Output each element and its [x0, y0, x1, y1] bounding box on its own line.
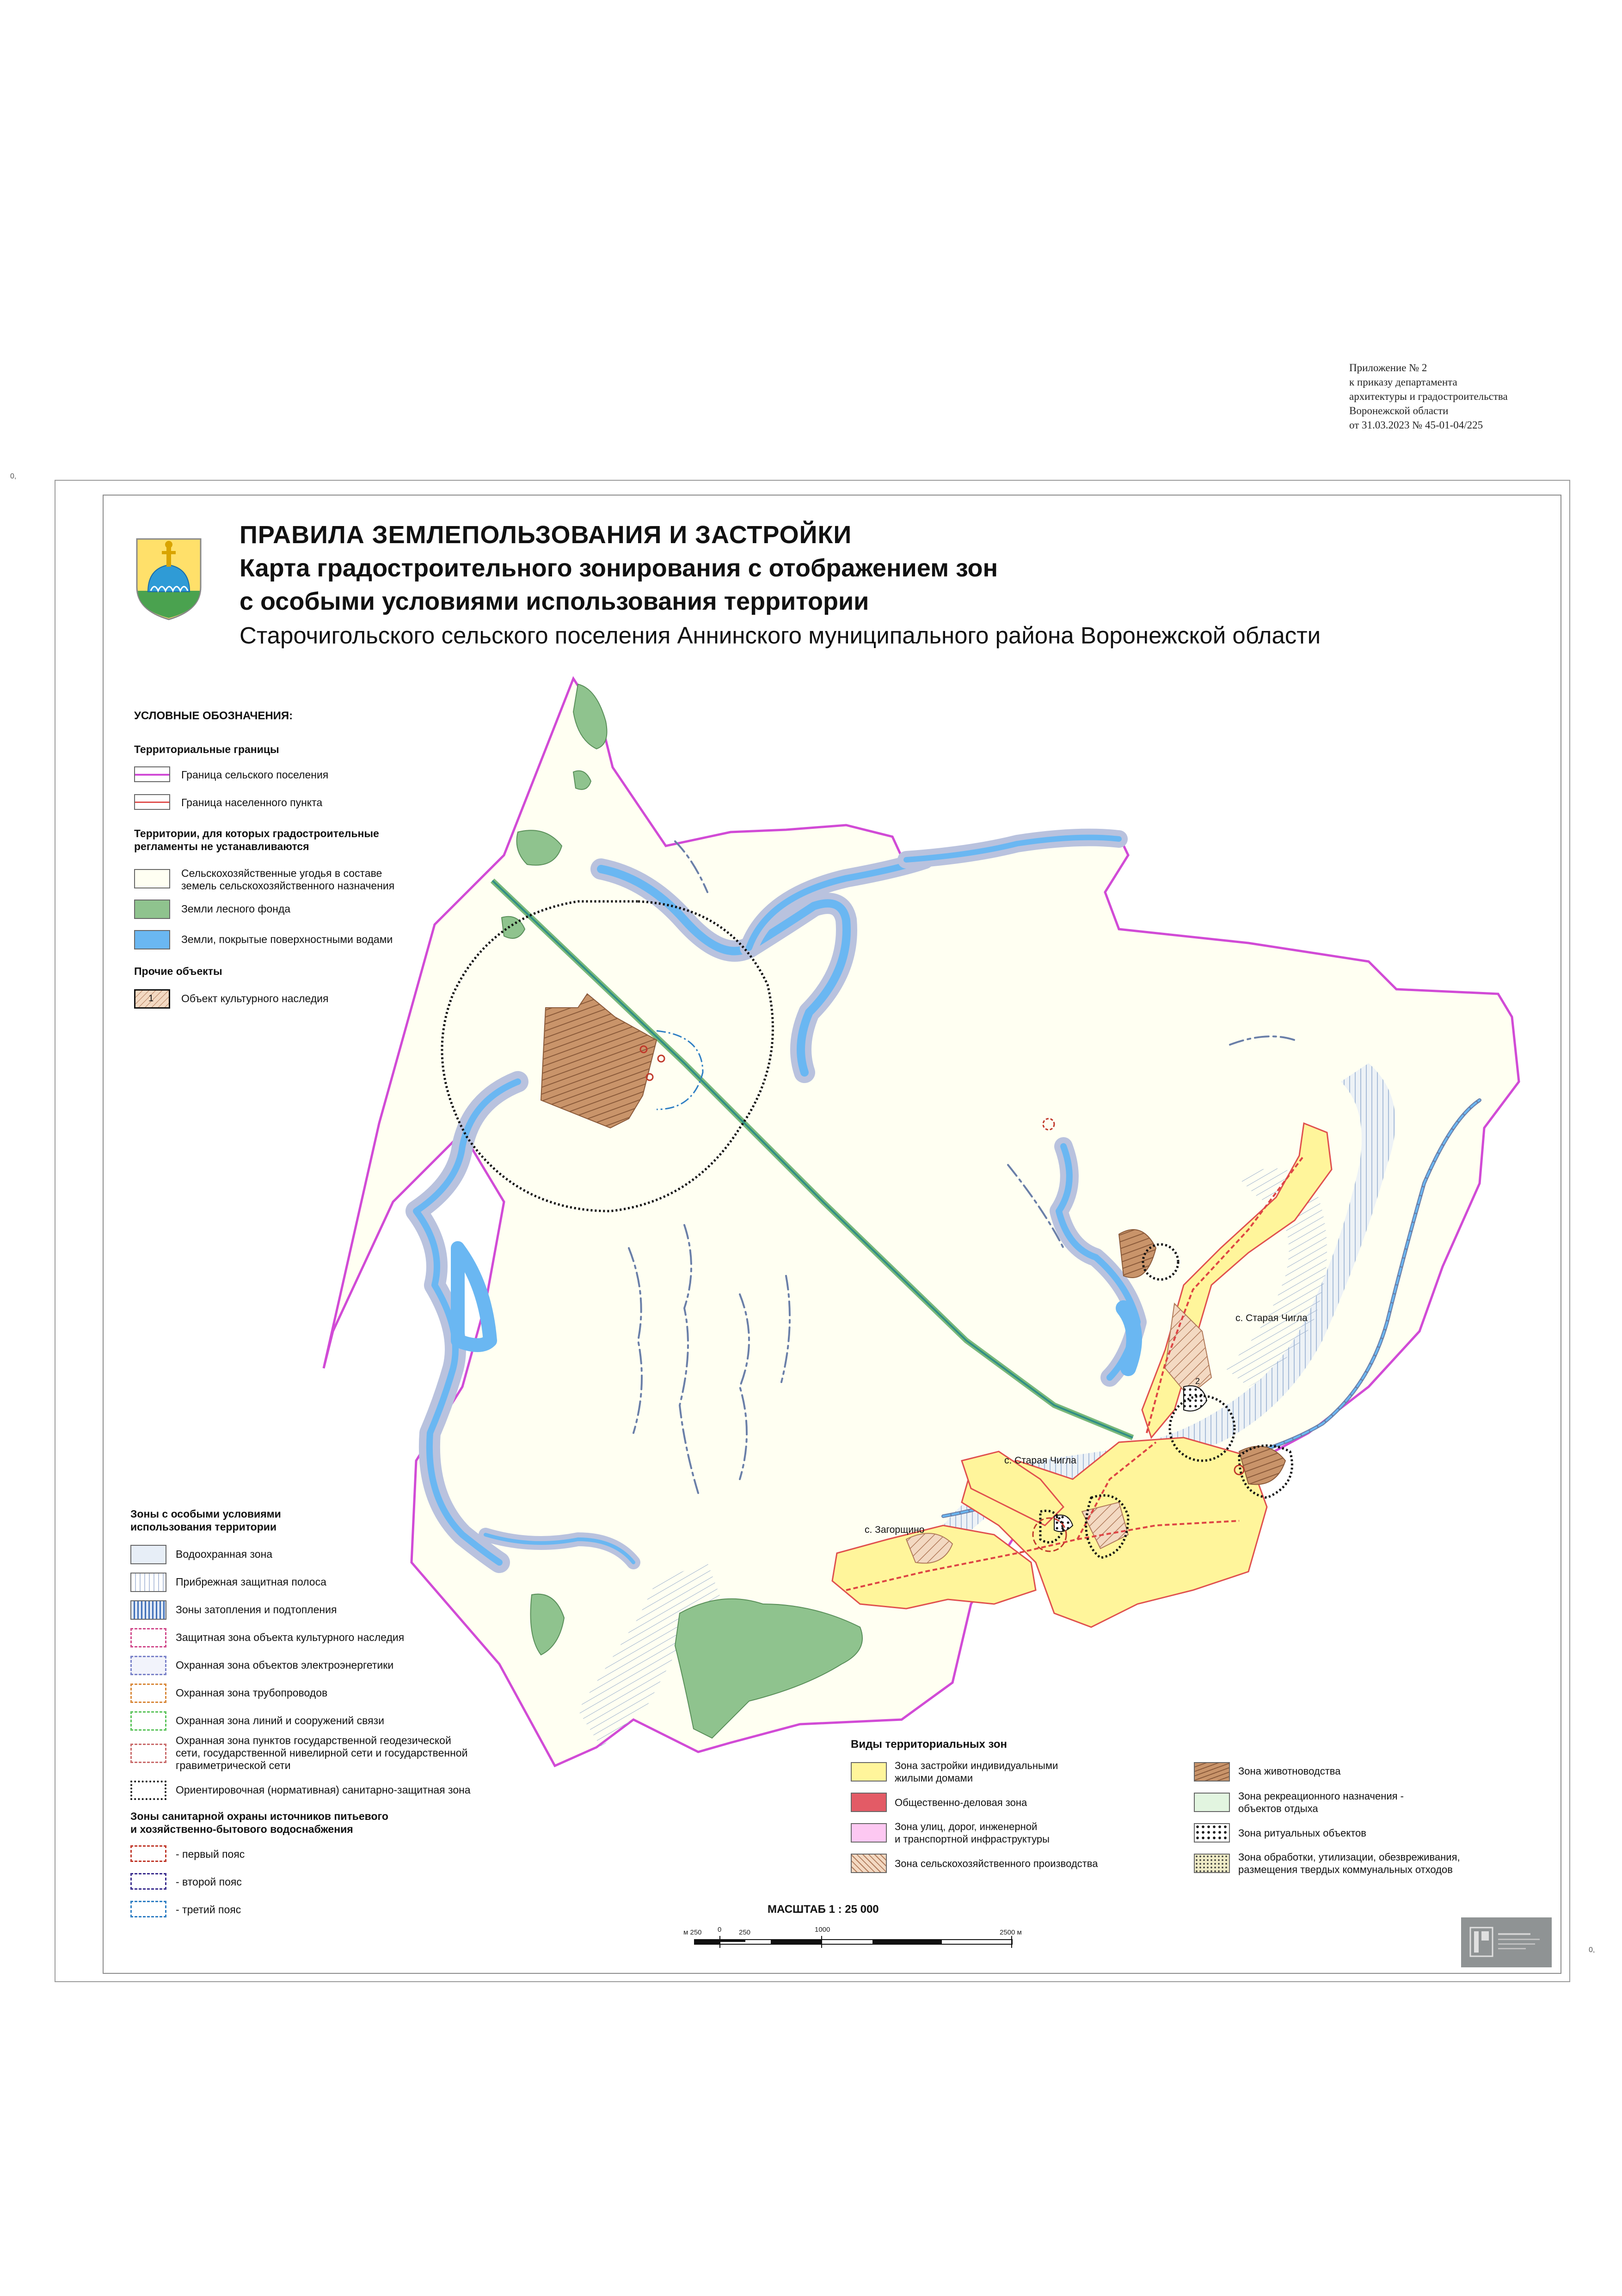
- legend-swatch-residential: [851, 1762, 887, 1782]
- legend-label: - третий пояс: [176, 1904, 241, 1916]
- legend-label: Защитная зона объекта культурного наследия: [176, 1631, 405, 1643]
- scale-title: МАСШТАБ 1 : 25 000: [768, 1903, 879, 1916]
- scale-bar: [694, 1936, 1013, 1950]
- heritage-marker-label: 2: [1195, 1377, 1200, 1386]
- legend-no-regulation-title: регламенты не устанавливаются: [134, 840, 309, 852]
- legend-label: размещения твердых коммунальных отходов: [1238, 1864, 1453, 1875]
- page-title: ПРАВИЛА ЗЕМЛЕПОЛЬЗОВАНИЯ И ЗАСТРОЙКИ: [240, 521, 852, 549]
- legend-label: Зона обработки, утилизации, обезвреживания,: [1238, 1851, 1460, 1863]
- legend-label: Охранная зона трубопроводов: [176, 1687, 328, 1699]
- legend-swatch-agri-production: [851, 1854, 887, 1873]
- map-subtitle: Старочигольского сельского поселения Аннинского муниципального района Воронежской области: [240, 622, 1321, 649]
- frame-tick-right: 0,: [1589, 1946, 1595, 1954]
- legend-boundaries-title: Территориальные границы: [134, 743, 279, 755]
- legend-swatch-public-business: [851, 1793, 887, 1812]
- legend-swatch-water-protection: [130, 1545, 166, 1564]
- legend-other-title: Прочие объекты: [134, 965, 222, 977]
- legend-swatch-communication-protection: [130, 1711, 166, 1731]
- legend-label: Граница сельского поселения: [181, 769, 329, 781]
- place-label: с. Старая Чигла: [1235, 1313, 1308, 1323]
- appendix-line: Приложение № 2: [1349, 362, 1427, 373]
- legend-swatch-third-belt: [130, 1901, 166, 1917]
- legend-label: Зона ритуальных объектов: [1238, 1827, 1366, 1839]
- legend-label: гравиметрической сети: [176, 1759, 291, 1771]
- legend-label: - второй пояс: [176, 1876, 242, 1888]
- legend-label: земель сельскохозяйственного назначения: [181, 880, 395, 892]
- legend-swatch-power-protection: [130, 1656, 166, 1675]
- scale-tick: 1000: [815, 1926, 830, 1934]
- logo-icon: [1461, 1917, 1552, 1967]
- legend-label: сети, государственной нивелирной сети и государственной: [176, 1747, 468, 1759]
- scale-tick: 2500 м: [1000, 1929, 1022, 1936]
- legend-swatch-pipeline-protection: [130, 1684, 166, 1703]
- scale-tick: 0: [718, 1926, 722, 1934]
- sanitary-title: и хозяйственно-бытового водоснабжения: [130, 1823, 353, 1835]
- legend-label: Охранная зона пунктов государственной геодезической: [176, 1734, 451, 1746]
- appendix-line: архитектуры и градостроительства: [1349, 391, 1508, 402]
- legend-label: Земли, покрытые поверхностными водами: [181, 933, 393, 945]
- place-label: с. Старая Чигла: [1004, 1455, 1076, 1466]
- legend-no-regulation-title: Территории, для которых градостроительные: [134, 827, 379, 839]
- legend-swatch-geodetic-protection: [130, 1744, 166, 1763]
- sanitary-title: Зоны санитарной охраны источников питьевого: [130, 1810, 388, 1822]
- appendix-line: от 31.03.2023 № 45-01-04/225: [1349, 419, 1483, 431]
- legend-label: Охранная зона линий и сооружений связи: [176, 1714, 384, 1727]
- scale-tick: м 250: [683, 1929, 702, 1936]
- place-label: с. Загорщино: [865, 1525, 925, 1535]
- legend-label: Общественно-деловая зона: [895, 1797, 1027, 1808]
- legend-label: Зона рекреационного назначения -: [1238, 1790, 1404, 1802]
- appendix-line: к приказу департамента: [1349, 376, 1457, 388]
- legend-label: жилыми домами: [895, 1772, 973, 1784]
- legend-label: - первый пояс: [176, 1848, 245, 1860]
- legend-swatch-flood-zone: [130, 1600, 166, 1620]
- legend-swatch-ritual: [1194, 1823, 1230, 1843]
- legend-label: Зона улиц, дорог, инженерной: [895, 1821, 1038, 1832]
- legend-label: Зона животноводства: [1238, 1765, 1341, 1777]
- legend-swatch-heritage: [134, 989, 170, 1009]
- special-zones-title: Зоны с особыми условиями: [130, 1508, 281, 1520]
- legend-label: Прибрежная защитная полоса: [176, 1576, 326, 1588]
- legend-swatch-heritage-protection: [130, 1628, 166, 1647]
- legend-swatch-coastal-strip: [130, 1573, 166, 1592]
- legend-label: Охранная зона объектов электроэнергетики: [176, 1659, 394, 1671]
- special-zones-title: использования территории: [130, 1521, 277, 1533]
- legend-swatch-streets-roads: [851, 1823, 887, 1843]
- legend-swatch-water: [134, 930, 170, 949]
- legend-label: Зона застройки индивидуальными: [895, 1760, 1058, 1771]
- legend-swatch-second-belt: [130, 1873, 166, 1890]
- territorial-zones-title: Виды территориальных зон: [851, 1738, 1008, 1751]
- appendix-line: Воронежской области: [1349, 405, 1449, 416]
- legend-label: объектов отдыха: [1238, 1803, 1318, 1814]
- map-title-line2: Карта градостроительного зонирования с отображением зон: [240, 554, 998, 582]
- legend-swatch-forest: [134, 900, 170, 919]
- frame-tick-left: 0,: [10, 472, 17, 480]
- legend-label: Ориентировочная (нормативная) санитарно-защитная зона: [176, 1784, 471, 1796]
- map-title-line3: с особыми условиями использования территории: [240, 588, 869, 615]
- legend-swatch-livestock: [1194, 1762, 1230, 1782]
- legend-swatch-sanitary-zone: [130, 1781, 166, 1800]
- legend-swatch-settlement-boundary: [134, 766, 170, 782]
- legend-label: Объект культурного наследия: [181, 992, 329, 1004]
- legend-swatch-locality-boundary: [134, 794, 170, 810]
- legend-label: Водоохранная зона: [176, 1548, 273, 1560]
- legend-swatch-waste: [1194, 1854, 1230, 1873]
- scale-tick: 250: [739, 1929, 751, 1936]
- legend-label: Земли лесного фонда: [181, 903, 291, 915]
- legend-label: Зоны затопления и подтопления: [176, 1604, 337, 1616]
- heritage-marker-label: 1: [148, 993, 154, 1004]
- legend-swatch-first-belt: [130, 1845, 166, 1862]
- legend-label: и транспортной инфраструктуры: [895, 1833, 1050, 1845]
- legend-label: Граница населенного пункта: [181, 796, 323, 808]
- legend-swatch-farmland: [134, 869, 170, 888]
- legend-label: Зона сельскохозяйственного производства: [895, 1858, 1098, 1869]
- legend-heading: УСЛОВНЫЕ ОБОЗНАЧЕНИЯ:: [134, 710, 293, 722]
- organization-logo: [1461, 1917, 1552, 1967]
- legend-label: Сельскохозяйственные угодья в составе: [181, 867, 382, 879]
- legend-swatch-recreation: [1194, 1793, 1230, 1812]
